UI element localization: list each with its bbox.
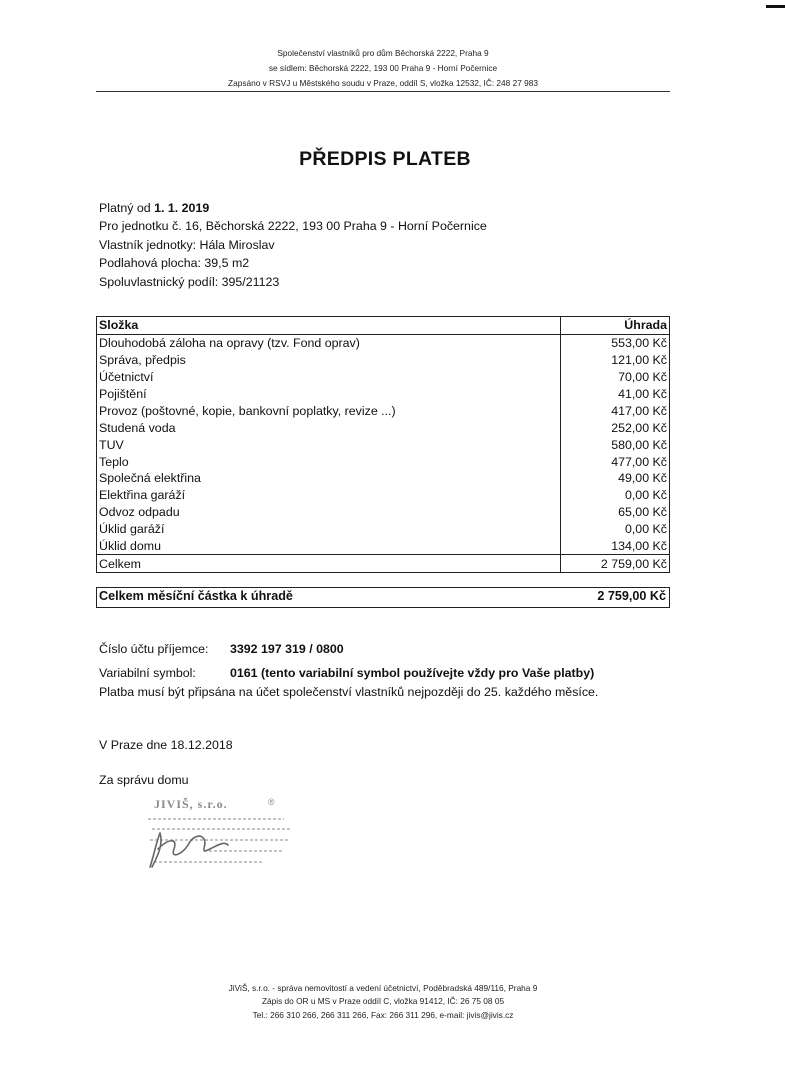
variable-symbol-value: 0161 (tento variabilní symbol používejte vždy pro Vaše platby) xyxy=(230,666,595,681)
header-divider xyxy=(96,91,670,92)
table-row xyxy=(97,386,670,403)
association-header xyxy=(96,46,670,91)
row-item: Účetnictví xyxy=(97,369,561,386)
table-row xyxy=(97,402,670,419)
valid-from-label: Platný od xyxy=(99,201,155,215)
scan-corner-mark xyxy=(766,5,785,8)
variable-symbol-label: Variabilní symbol: xyxy=(99,666,196,681)
row-item: Správa, předpis xyxy=(97,352,561,369)
header-line-3: Zapsáno v RSVJ u Městského soudu v Praze, oddíl S, vložka 12532, IČ: 248 27 983 xyxy=(228,78,538,88)
payment-components-table xyxy=(96,316,670,573)
company-footer xyxy=(96,982,670,1022)
row-item: Elektřina garáží xyxy=(97,487,561,504)
row-item: Úklid domu xyxy=(97,538,561,555)
table-row xyxy=(97,487,670,504)
grand-total-label: Celkem měsíční částka k úhradě xyxy=(99,589,293,603)
table-row xyxy=(97,436,670,453)
table-row xyxy=(97,538,670,555)
unit-info xyxy=(99,199,487,291)
handwritten-signature xyxy=(138,815,248,875)
total-label: Celkem xyxy=(97,555,561,573)
ownership-share: Spoluvlastnický podíl: 395/21123 xyxy=(99,274,280,289)
row-item: Úklid garáží xyxy=(97,521,561,538)
grand-total-box xyxy=(96,587,670,608)
unit-owner: Vlastník jednotky: Hála Miroslav xyxy=(99,237,275,252)
account-label: Číslo účtu příjemce: xyxy=(99,642,209,656)
valid-from-date: 1. 1. 2019 xyxy=(154,201,210,215)
row-item: Provoz (poštovné, kopie, bankovní poplatky, revize ...) xyxy=(97,402,561,419)
grand-total-amount: 2 759,00 Kč xyxy=(597,589,666,603)
table-row xyxy=(97,521,670,538)
column-header-amount: Úhrada xyxy=(560,317,669,335)
company-stamp xyxy=(138,795,298,880)
stamp-company-name: JIVIŠ, s.r.o. xyxy=(154,797,228,811)
table-row xyxy=(97,470,670,487)
row-amount: 0,00 Kč xyxy=(560,487,669,504)
row-item: Dlouhodobá záloha na opravy (tzv. Fond oprav) xyxy=(97,334,561,351)
table-row xyxy=(97,453,670,470)
footer-line-2: Zápis do OR u MS v Praze oddíl C, vložka 91412, IČ: 26 75 08 05 xyxy=(261,996,505,1007)
row-item: Odvoz odpadu xyxy=(97,504,561,521)
row-item: TUV xyxy=(97,436,561,453)
footer-line-1: JiViŠ, s.r.o. - správa nemovitostí a vedení účetnictví, Poděbradská 489/116, Praha 9 xyxy=(228,983,538,993)
footer-line-3: Tel.: 266 310 266, 266 311 266, Fax: 266 311 296, e-mail: jivis@jivis.cz xyxy=(252,1009,514,1020)
floor-area: Podlahová plocha: 39,5 m2 xyxy=(99,256,250,271)
row-amount: 553,00 Kč xyxy=(560,334,669,351)
row-amount: 580,00 Kč xyxy=(560,436,669,453)
row-amount: 65,00 Kč xyxy=(560,504,669,521)
signoff-text: Za správu domu xyxy=(99,773,189,787)
table-row xyxy=(97,352,670,369)
table-row xyxy=(97,419,670,436)
table-header-row xyxy=(97,317,670,335)
row-amount: 70,00 Kč xyxy=(560,369,669,386)
column-header-item: Složka xyxy=(97,317,561,335)
document-title: PŘEDPIS PLATEB xyxy=(299,148,471,170)
row-amount: 134,00 Kč xyxy=(560,538,669,555)
row-amount: 0,00 Kč xyxy=(560,521,669,538)
row-amount: 121,00 Kč xyxy=(560,352,669,369)
table-row xyxy=(97,334,670,351)
row-amount: 252,00 Kč xyxy=(560,419,669,436)
table-row xyxy=(97,504,670,521)
row-item: Studená voda xyxy=(97,419,561,436)
account-number: 3392 197 319 / 0800 xyxy=(230,642,344,656)
row-item: Společná elektřina xyxy=(97,470,561,487)
unit-address: Pro jednotku č. 16, Běchorská 2222, 193 00 Praha 9 - Horní Počernice xyxy=(99,219,487,234)
row-item: Teplo xyxy=(97,453,561,470)
valid-from xyxy=(99,199,487,217)
row-item: Pojištění xyxy=(97,386,561,403)
row-amount: 417,00 Kč xyxy=(560,402,669,419)
row-amount: 477,00 Kč xyxy=(560,453,669,470)
table-row xyxy=(97,369,670,386)
header-line-2: se sídlem: Běchorská 2222, 193 00 Praha 9 - Horní Počernice xyxy=(268,63,498,73)
table-total-row xyxy=(97,555,670,573)
place-and-date: V Praze dne 18.12.2018 xyxy=(99,738,233,752)
stamp-registered-mark: ® xyxy=(268,797,275,807)
header-line-1: Společenství vlastníků pro dům Běchorská 2222, Praha 9 xyxy=(277,48,489,58)
row-amount: 41,00 Kč xyxy=(560,386,669,403)
payment-deadline-note: Platba musí být připsána na účet společenství vlastníků nejpozději do 25. každého měsíce. xyxy=(99,685,599,699)
total-amount: 2 759,00 Kč xyxy=(560,555,669,573)
row-amount: 49,00 Kč xyxy=(560,470,669,487)
